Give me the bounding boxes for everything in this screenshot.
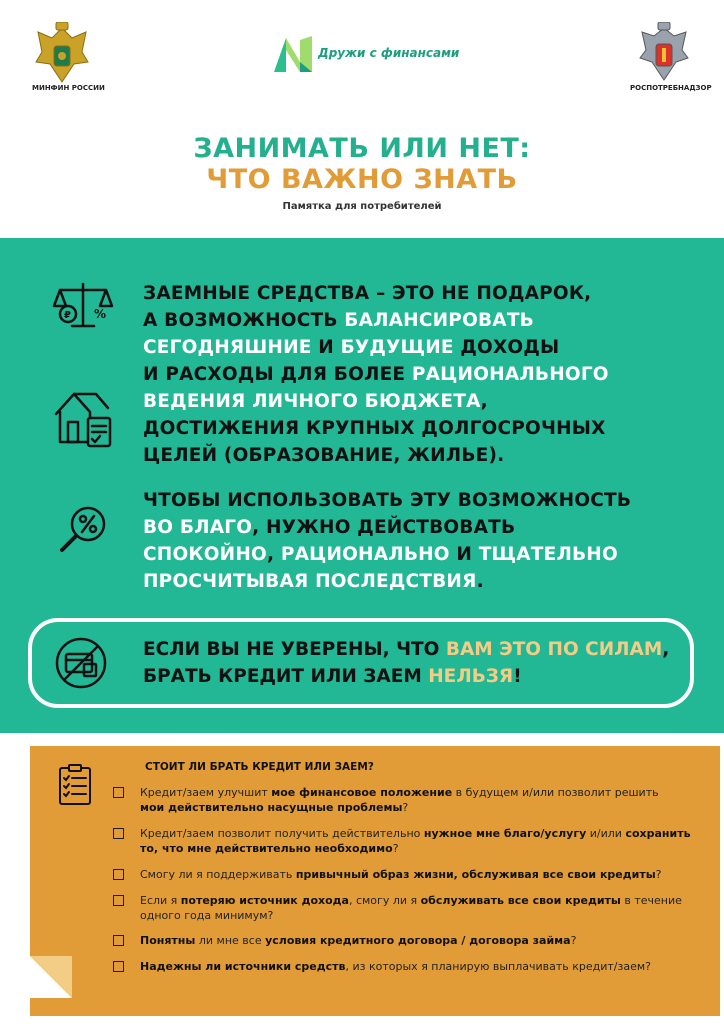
text-run: И <box>449 544 479 565</box>
highlighted-text: нужное мне благо/услугу <box>423 827 587 840</box>
text-run: ? <box>655 868 662 881</box>
svg-text:₽: ₽ <box>64 310 71 321</box>
page-title-line2: ЧТО ВАЖНО ЗНАТЬ <box>206 164 518 195</box>
highlighted-text: СЕГОДНЯШНИЕ <box>143 337 312 358</box>
rospotrebnadzor-caption: РОСПОТРЕБНАДЗОР <box>630 84 712 92</box>
text-run: одного года минимум? <box>140 909 274 922</box>
page-fold-decoration <box>30 956 72 998</box>
highlighted-text: сохранить <box>625 827 691 840</box>
warning-box <box>28 618 694 708</box>
scales-icon <box>52 280 114 330</box>
text-run: . <box>476 571 484 592</box>
checkbox-contract-terms[interactable] <box>113 935 124 946</box>
brand-logo <box>272 32 472 76</box>
text-run: ДОСТИЖЕНИЯ КРУПНЫХ ДОЛГОСРОЧНЫХ <box>143 418 606 439</box>
text-run: в течение <box>620 894 682 907</box>
magnifier-percent-icon <box>58 502 110 554</box>
text-run: , <box>480 391 488 412</box>
checkbox-needed-goods[interactable] <box>113 828 124 839</box>
russian-coat-of-arms-icon <box>30 22 94 88</box>
highlighted-text: Надежны ли источники средств <box>140 960 346 973</box>
text-run: Если я <box>140 894 181 907</box>
text-run: и/или <box>586 827 626 840</box>
text-run: ли мне все <box>195 934 266 947</box>
warning-text <box>143 636 703 690</box>
minfin-caption: МИНФИН РОССИИ <box>32 84 105 92</box>
text-run: ! <box>513 666 522 687</box>
text-run: ? <box>570 934 577 947</box>
svg-text:%: % <box>94 307 107 321</box>
page-subtitle: Памятка для потребителей <box>282 201 442 212</box>
text-run: Смогу ли я поддерживать <box>140 868 296 881</box>
checklist-item-funding-sources <box>140 959 700 974</box>
checklist-item-contract-terms <box>140 933 700 948</box>
paragraph-use-wisely <box>143 487 703 595</box>
text-run: ? <box>392 842 399 855</box>
text-run: , <box>662 639 670 660</box>
highlighted-text: БАЛАНСИРОВАТЬ <box>344 310 534 331</box>
info-section <box>0 238 724 733</box>
highlighted-text: привычный образ жизни, обслуживая все свои кредиты <box>295 868 656 881</box>
highlighted-text: мои действительно насущные проблемы <box>140 801 403 814</box>
text-run: Кредит/заем улучшит <box>140 786 272 799</box>
highlighted-text: ВЕДЕНИЯ ЛИЧНОГО БЮДЖЕТА <box>143 391 481 412</box>
highlighted-text: РАЦИОНАЛЬНО <box>280 544 450 565</box>
text-run: ЧТОБЫ ИСПОЛЬЗОВАТЬ ЭТУ ВОЗМОЖНОСТЬ <box>143 490 632 511</box>
text-run: ДОХОДЫ <box>453 337 560 358</box>
text-run: ЦЕЛЕЙ (ОБРАЗОВАНИЕ, ЖИЛЬЕ). <box>143 445 505 466</box>
text-run: , из которых я планирую выплачивать кредит/заем? <box>345 960 652 973</box>
text-run: , смогу ли я <box>348 894 421 907</box>
text-run: , НУЖНО ДЕЙСТВОВАТЬ <box>252 517 516 538</box>
text-run: , <box>266 544 281 565</box>
checklist-item-financial-position <box>140 785 700 815</box>
checklist-item-needed-goods <box>140 826 700 856</box>
highlighted-text: РАЦИОНАЛЬНОГО <box>411 364 609 385</box>
highlighted-text: обслуживать все свои кредиты <box>420 894 621 907</box>
highlighted-text: ВО БЛАГО <box>143 517 253 538</box>
text-run: ЕСЛИ ВЫ НЕ УВЕРЕНЫ, ЧТО <box>143 639 446 660</box>
text-run: в будущем и/или позволит решить <box>452 786 659 799</box>
text-run: Кредит/заем позволит получить действительно <box>140 827 424 840</box>
highlighted-text: мое финансовое положение <box>271 786 453 799</box>
rospotrebnadzor-emblem-icon <box>636 22 692 88</box>
house-document-icon <box>52 388 114 448</box>
text-run: И <box>311 337 341 358</box>
checkbox-funding-sources[interactable] <box>113 961 124 972</box>
paragraph-borrowed-funds <box>143 280 703 469</box>
clipboard-checklist-icon <box>58 764 92 806</box>
checkbox-income-loss[interactable] <box>113 895 124 906</box>
checklist-item-lifestyle <box>140 867 700 882</box>
highlighted-text: потеряю источник дохода <box>180 894 349 907</box>
highlighted-text: условия кредитного договора / договора займа <box>265 934 571 947</box>
highlighted-text: Понятны <box>140 934 196 947</box>
checkbox-lifestyle[interactable] <box>113 869 124 880</box>
brand-name: Дружи с финансами <box>318 46 460 60</box>
highlighted-text: ПРОСЧИТЫВАЯ ПОСЛЕДСТВИЯ <box>143 571 477 592</box>
highlighted-text: то, что мне действительно необходимо <box>140 842 393 855</box>
text-run: ? <box>402 801 409 814</box>
text-run: БРАТЬ КРЕДИТ ИЛИ ЗАЕМ <box>143 666 429 687</box>
highlighted-text: НЕЛЬЗЯ <box>428 666 514 687</box>
brand-mark-icon <box>272 32 314 76</box>
highlighted-text: БУДУЩИЕ <box>340 337 454 358</box>
checklist-item-income-loss <box>140 893 700 923</box>
header <box>0 0 724 238</box>
text-run: И РАСХОДЫ ДЛЯ БОЛЕЕ <box>143 364 412 385</box>
checkbox-financial-position[interactable] <box>113 787 124 798</box>
text-run: ЗАЕМНЫЕ СРЕДСТВА – ЭТО НЕ ПОДАРОК, <box>143 283 592 304</box>
highlighted-text: ТЩАТЕЛЬНО <box>478 544 618 565</box>
no-card-icon <box>54 636 108 690</box>
text-run: А ВОЗМОЖНОСТЬ <box>143 310 345 331</box>
checklist-title: СТОИТ ЛИ БРАТЬ КРЕДИТ ИЛИ ЗАЕМ? <box>145 761 374 773</box>
highlighted-text: СПОКОЙНО <box>143 544 267 565</box>
page-title-line1: ЗАНИМАТЬ ИЛИ НЕТ: <box>193 133 531 164</box>
highlighted-text: ВАМ ЭТО ПО СИЛАМ <box>445 639 663 660</box>
